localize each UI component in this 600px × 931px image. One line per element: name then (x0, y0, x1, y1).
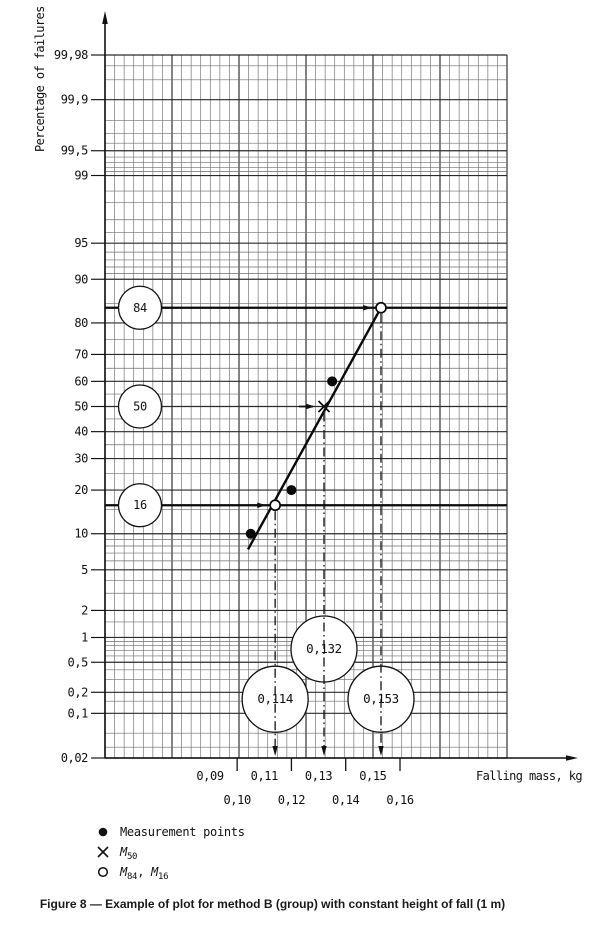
x-icon (95, 844, 111, 860)
legend-label: Measurement points (120, 825, 245, 839)
y-tick-label: 2 (81, 603, 88, 618)
y-tick-label: 0,02 (60, 751, 88, 765)
y-tick-label: 30 (74, 451, 88, 466)
x-tick-label: 0,14 (332, 793, 360, 807)
y-tick-label: 50 (74, 399, 88, 414)
x-tick-label: 0,16 (386, 793, 414, 807)
x-tick-label: 0,15 (359, 769, 387, 783)
legend (95, 822, 245, 882)
legend-item-measurement-points (95, 822, 245, 842)
svg-text:0,153: 0,153 (363, 691, 399, 707)
percent-callouts (119, 286, 162, 526)
svg-text:84: 84 (133, 300, 147, 315)
point-84pct (376, 303, 386, 313)
y-tick-label: 20 (74, 483, 88, 498)
y-tick-label: 99,5 (60, 143, 88, 158)
y-tick-label: 60 (74, 374, 88, 389)
legend-item-m50 (95, 842, 245, 862)
point-60pct (327, 376, 337, 386)
y-tick-label: 99,9 (60, 92, 88, 107)
open-circle-icon (95, 864, 111, 880)
x-axis-title: Falling mass, kg (476, 769, 582, 783)
point-16pct (270, 500, 280, 510)
y-tick-label: 95 (74, 236, 88, 251)
y-tick-label: 0,1 (67, 706, 88, 721)
legend-item-m84-m16 (95, 862, 245, 882)
y-tick-label: 80 (74, 315, 88, 330)
y-tick-label: 90 (74, 272, 88, 287)
figure-caption: Figure 8 — Example of plot for method B (group) with constant height of fall (1 m) (39, 897, 506, 911)
down-arrow-icon (321, 746, 326, 756)
y-tick-label: 0,2 (67, 685, 88, 700)
right-arrow-icon (306, 404, 315, 409)
y-tick-label: 1 (81, 630, 88, 645)
svg-text:0,132: 0,132 (306, 640, 342, 656)
y-tick-label: 40 (74, 424, 88, 439)
y-axis-arrow-icon (102, 11, 108, 24)
point-10pct (246, 529, 256, 539)
y-tick-label: 5 (81, 562, 88, 577)
y-axis-title: Percentage of failures (33, 6, 47, 152)
x-tick-label: 0,11 (250, 769, 278, 783)
y-tick-label: 99,98 (53, 48, 88, 62)
legend-label: $M_{84}$, $M_{16}$ (120, 865, 169, 882)
svg-text:16: 16 (133, 498, 147, 513)
y-tick-label: 0,5 (67, 655, 88, 670)
x-tick-label: 0,13 (304, 769, 333, 783)
legend-label: $M_{50}$ (120, 845, 138, 862)
x-tick-label: 0,10 (223, 793, 251, 807)
svg-text:50: 50 (133, 399, 147, 414)
svg-text:0,114: 0,114 (257, 691, 293, 707)
point-20pct (286, 485, 296, 495)
y-tick-label: 99 (74, 168, 88, 183)
x-tick-label: 0,09 (196, 769, 224, 783)
y-tick-label: 70 (74, 347, 88, 362)
right-arrow-icon (363, 305, 372, 310)
y-tick-label: 10 (74, 526, 88, 541)
x-axis-arrow-icon (566, 755, 578, 761)
right-arrow-icon (257, 503, 266, 508)
x-tick-label: 0,12 (277, 793, 306, 807)
filled-circle-icon (95, 824, 111, 840)
